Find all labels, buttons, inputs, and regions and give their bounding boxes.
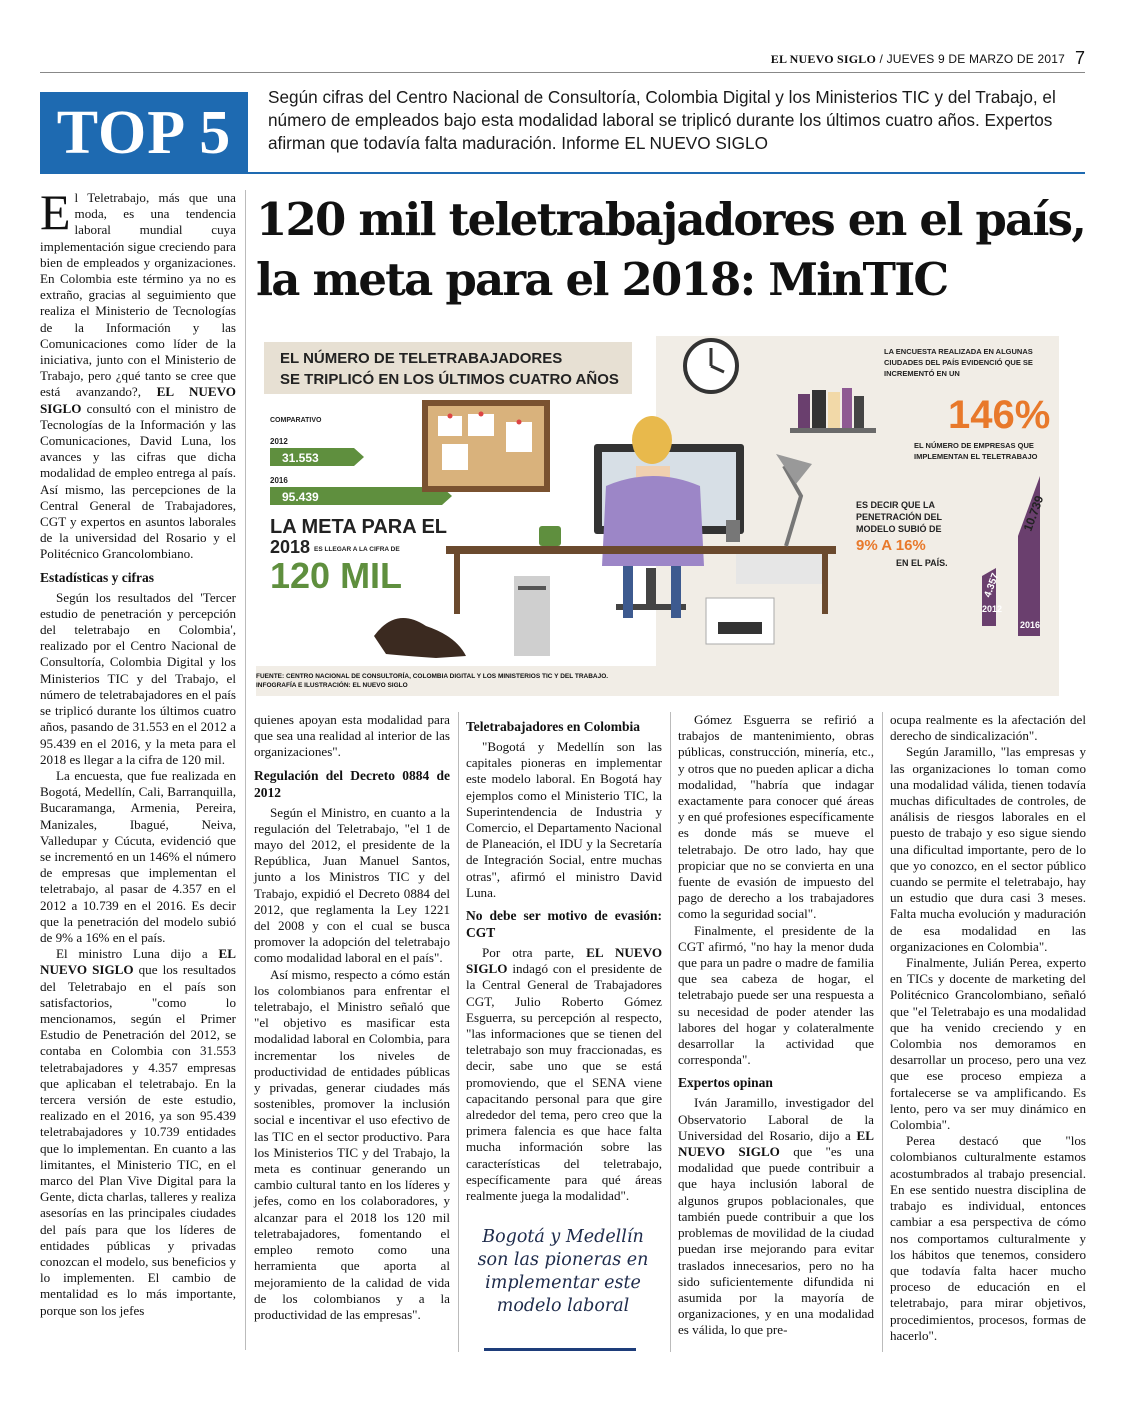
paragraph: ocupa realmente es la afectación del derecho de sindicalización". [890,712,1086,744]
book [812,390,826,428]
paragraph: Según el Ministro, en cuanto a la regulación del Teletrabajo, "el 1 de mayo del 2012, el presidente de la República, Juan Manuel Santos, junto a los Ministros TIC y del Trabajo, expidió el Decreto 0884 del 2012, que reglamenta la Ley 1221 del 2008 y con el cual se busca promover la adopción del teletrabajo como modalidad laboral en el país". [254,804,450,966]
meta-text: LA META PARA EL [270,516,448,538]
column-2 [254,712,450,1323]
pin [448,414,453,419]
book [854,396,864,428]
growth-year-2016: 2016 [1020,620,1041,630]
paragraph: Finalmente, el presidente de la CGT afirmó, "no hay la menor duda que para un padre o madre de familia que sea cabeza de hogar, el teletrabajo puede ser una respuesta a su necesidad de poder atender las labores del hogar y colateralmente desarrollar la actividad que corresponda". [678,922,874,1068]
penetration-text-2: PENETRACIÓN DEL [856,512,943,522]
paragraph: Perea destacó que "los colombianos culturalmente estamos acostumbrados al trabajo presencial. En ese sentido nuestra disciplina de trabajo es individual, entonces cambiar a esa perspectiva de cómo nos comportamos culturalmente y los hábitos que tenemos, considero que todavía falta hacer mucho proceso de educación en el teletrabajo, para mirar objetivos, procedimientos, procesos, formas de hacerlo". [890,1133,1086,1343]
paragraph: El ministro Luna dijo a EL NUEVO SIGLO que los resultados del Teletrabajo en el país son satisfactorios, "como lo mencionamos, según el Primer Estudio de Penetración del 2012, se contaba en Colombia con 31.553 teletrabajadores y 4.357 empresas que aplicaban el teletrabajo. En la tercera versión de este estudio, realizado en el 2016, ya son 95.439 teletrabajadores y 10.739 entidades que lo implementan. En cuanto a las limitantes, el Ministerio TIC, en el marco del Plan Vive Digital para la Gente, dicta charlas, talleres y realiza asesorías en las principales ciudades del país para que los líderes de entidades públicas y privadas conozcan el modelo, sus beneficios y lo implementen. El cambio de mentalidad es lo más importante, porque son los jefes [40,946,236,1318]
desk-drawer [736,554,826,584]
column-rule [882,712,883,1352]
meta-value: 120 MIL [270,555,403,596]
column-1 [40,184,236,1319]
intro-paragraph: El Teletrabajo, más que una moda, es una tendencia laboral mundial cuya implementación sigue creciendo para bien de empleados y organizaciones. En Colombia este término ya no es extraño, gracias al seguimiento que realiza el Ministerio de Tecnologías de la Información y las Comunicaciones como líder de la iniciativa, junto con el Ministerio de Trabajo, pero ¿qué tanto se cree que está avanzando?, EL NUEVO SIGLO consultó con el ministro de Tecnologías de la Información y las Comunicaciones, David Luna, los avances y las cifras que dicha modalidad de empleo entrega al país. Así mismo, las percepciones de la Central General de Trabajadores, CGT y expertos en asuntos laborales de la universidad del Rosario y el Politécnico Grancolombiano. [40,184,236,562]
note [438,416,462,436]
paragraph: quienes apoyan esta modalidad para que sea una realidad al interior de las organizaciones". [254,712,450,760]
subhead-expertos: Expertos opinan [678,1075,773,1091]
column-3 [466,712,662,1204]
bar-label: COMPARATIVO [270,417,322,424]
issue-date: JUEVES 9 DE MARZO DE 2017 [886,52,1065,66]
paragraph: La encuesta, que fue realizada en Bogotá, Medellín, Cali, Barranquilla, Bucaramanga, Armenia, Pereira, Manizales, Ibagué, Neiva, Valledupar y Cúcuta, evidenció que se incrementó en un 146% el número de empresas que implementan el teletrabajo, al pasar de 4.357 en el 2012 a 10.739 en el 2016. Es decir que la penetración del modelo subió de 9% a 16% en el país. [40,767,236,945]
survey-text-3: INCREMENTÓ EN UN [884,369,960,378]
note [442,444,468,470]
column-rule [458,712,459,1352]
column-4 [678,712,874,1339]
growth-value-2016: 10.739 [1020,493,1047,534]
pin [517,420,522,425]
penetration-text-1: ES DECIR QUE LA [856,500,936,510]
person-hair [632,416,672,464]
subhead-teletrabajadores: Teletrabajadores en Colombia [466,719,640,734]
headline [256,190,1086,310]
shelf [790,428,884,433]
growth-value-2012: 4.357 [982,571,1002,600]
printer-tray [718,622,762,634]
companies-text-1: EL NÚMERO DE EMPRESAS QUE [914,441,1034,450]
headline-line-2: la meta para el 2018: MinTIC [256,253,948,306]
meta-year: 2018 [270,537,311,557]
subhead-regulacion: Regulación del Decreto 0884 de 2012 [254,767,450,800]
pull-quote: Bogotá y Medellín son las pioneras en implementar este modelo laboral [477,1227,649,1316]
book [798,394,810,428]
pc-slot [518,586,546,590]
desk-leg [454,554,460,614]
article-deck: Según cifras del Centro Nacional de Consultoría, Colombia Digital y los Ministerios TIC y del Trabajo, el número de empleados bajo esta modalidad laboral se triplicó durante los últimos cuatro años. Expertos afirman que todavía falta maduración. Informe EL NUEVO SIGLO [268,87,1056,153]
growth-year-2012: 2012 [982,604,1003,614]
info-title-2: SE TRIPLICÓ EN LOS ÚLTIMOS CUATRO AÑOS [280,371,619,388]
infographic [256,336,1059,696]
page-number: 7 [1074,48,1085,68]
paragraph: Según los resultados del 'Tercer estudio de penetración y percepción del teletrabajo en Colombia', realizado por el Centro Nacional de Consultoría, Colombia Digital y los Ministerios TIC y del Trabajo, el número de teletrabajadores en el país se triplicó durante los últimos cuatro años, pasando de 31.553 en el 2012 a 95.439 en el 2016, y la meta para el 2018 es llegar a la cifra de 120 mil. [40,589,236,767]
paragraph: Por otra parte, EL NUEVO SIGLO indagó con el presidente de la Central General de Trabajadores CGT, Julio Roberto Gómez Esguerra, su percepción al respecto, "las informaciones que se tienen del teletrabajo son muy fraccionadas, es decir, sabe uno que se está promoviendo, que el SENA viene capacitando personal para que gire alrededor del tema, pero creo que la primera falencia es que hace falta mucha información sobre las características del teletrabajo, específicamente para qué áreas realmente juega la modalidad". [466,945,662,1204]
svg-text:PAL: PAL [266,691,268,692]
survey-percent: 146% [948,393,1051,437]
note [506,422,532,452]
pin [479,412,484,417]
bar-value-2012: 31.553 [282,451,319,465]
infographic-caption: FUENTE: CENTRO NACIONAL DE CONSULTORÍA, COLOMBIA DIGITAL Y LOS MINISTERIOS TIC Y DEL TRABAJO. INFOGRAFÍA E ILUSTRACIÓN: EL NUEVO SIGLO [256,673,609,689]
paragraph: Así mismo, respecto a cómo están los colombianos para enfrentar el teletrabajo, el Ministro señaló que "el objetivo es masificar esta modalidad laboral en Colombia, para incrementar los niveles de productividad de entidades públicas y privadas, generar ciudades más sostenibles, promover la inclusión social e incentivar el uso efectivo de las TIC en el sector productivo. Para los Ministerios TIC y del Trabajo, la meta es continuar generando un cambio cultural tanto en los líderes y jefes, como en los colaboradores, y alcanzar para el 2018 los 120 mil teletrabajadores, fomentando el empleo remoto como una herramienta que aporta al mejoramiento de la calidad de vida de los colombianos y a la productividad de las empresas". [254,966,450,1322]
survey-text-2: CIUDADES DEL PAÍS EVIDENCIÓ QUE SE [884,358,1033,367]
companies-text-2: IMPLEMENTAN EL TELETRABAJO [914,452,1038,461]
subhead-estadisticas: Estadísticas y cifras [40,569,154,585]
headline-line-1: 120 mil teletrabajadores en el país, [256,193,1086,246]
paragraph: Finalmente, Julián Perea, experto en TICs y docente de marketing del Politécnico Grancolombiano, señaló que "el Teletrabajo es una modalidad que ha venido creciendo y en Colombia nos demoramos en desarrollar un proceso, pero una vez que ese proceso empieza a fortalecerse se va amplificando. Es lento, pero va ser muy dinámico en Colombia". [890,955,1086,1133]
meta-small: ES LLEGAR A LA CIFRA DE [314,546,400,553]
drop-cap: E [40,184,71,240]
bar-year-2012: 2012 [270,437,288,446]
penetration-value: 9% A 16% [856,537,926,554]
column-5 [890,712,1086,1344]
info-title-1: EL NÚMERO DE TELETRABAJADORES [280,350,563,367]
coffee-mug [539,526,561,546]
printer [706,598,774,644]
desk-leg [822,554,828,614]
paragraph: Iván Jaramillo, investigador del Observatorio Laboral de la Universidad del Rosario, dijo a EL NUEVO SIGLO que "es una modalidad que puede contribuir a que haya inclusión laboral de algunos grupos poblacionales, que también puede contribuir a que los problemas de movilidad de la ciudad puedan irse mejorando para evitar traslados innecesarios, pero no ha sido suficientemente difundida ni asumida por la mayoría de organizaciones, y en una modalidad es válida, lo que pre- [678,1095,875,1338]
deck-rule [40,172,1085,174]
paper-name: EL NUEVO SIGLO [770,52,876,66]
bar-value-2016: 95.439 [282,490,319,504]
paragraph: Gómez Esguerra se refirió a trabajos de mantenimiento, obras públicas, construcción, minería, etc., y otros que no pueden aplicar a dicha modalidad, "habría que indagar exactamente para conocer qué áreas y en qué profesiones específicamente es donde más se mueve el teletrabajo. De otro lado, hay que propiciar que no se convierta en una fuente de evasión de impuesto del pago de derecho a los trabajadores como la seguridad social". [678,712,874,922]
header-rule [40,72,1085,73]
book [828,392,840,428]
page-header [771,52,1065,67]
column-rule [245,190,246,1350]
header-sep: / [876,52,887,66]
book [842,388,852,428]
svg-text:CAT: CAT [396,652,398,653]
section-tag: TOP 5 [40,92,248,174]
penetration-text-4: EN EL PAÍS. [896,558,948,568]
note [468,414,494,436]
bar-year-2016: 2016 [270,476,288,485]
column-rule [670,712,671,1352]
penetration-text-3: MODELO SUBIÓ DE [856,524,942,534]
pull-quote-rule [484,1348,636,1351]
survey-text-1: LA ENCUESTA REALIZADA EN ALGUNAS [884,347,1033,356]
desk-top [446,546,836,554]
subhead-evasion: No debe ser motivo de evasión: CGT [466,908,662,941]
paragraph: Según Jaramillo, "las empresas y las organizaciones lo toman como una modalidad válida, tienen todavía muchas dificultades de controles, de análisis de riesgos laborales en el puesto de trabajo y eso sigue siendo una dificultad importante, pero de lo que yo conozco, en el sector público cuando se permite el teletrabajo, hay un estudio que dura casi 3 meses. Falta mucha evolución y maduración de esa modalidad en las organizaciones en Colombia". [890,744,1086,954]
paragraph: "Bogotá y Medellín son las capitales pioneras en implementar este modelo laboral. En Bogotá hay ejemplos como el Ministerio TIC, la Superintendencia de Industria y Comercio, el Departamento Nacional de Planeación, el IDU y la Secretaría de Integración Social, entre muchas otras", afirmó el ministro David Luna. [466,739,662,900]
pencil-cup [726,520,740,542]
chair-post [646,568,656,608]
